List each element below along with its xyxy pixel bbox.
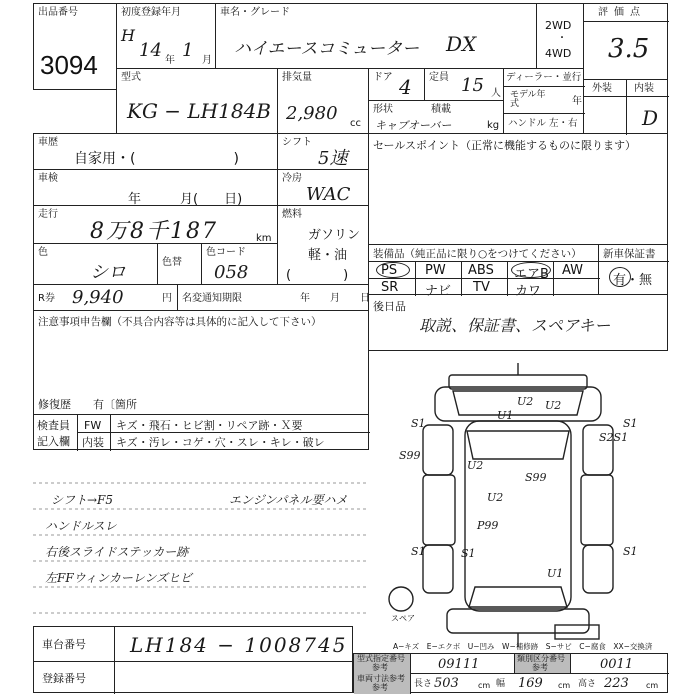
model-year-label: モデル年式: [510, 90, 546, 109]
aircon-box: [277, 169, 369, 206]
inspection-box: [33, 169, 278, 206]
color-code: 058: [214, 262, 249, 283]
mark-10: U2: [487, 491, 504, 504]
length-unit: cm: [478, 681, 491, 690]
inspection-label: 車検: [38, 173, 58, 184]
attachments-label: 後日品: [373, 300, 406, 313]
interior-grade: D: [642, 106, 659, 130]
displacement-box: [277, 68, 369, 134]
class-ref: 参考: [532, 663, 548, 672]
lot-number: 3094: [40, 50, 98, 80]
shift-value: 5速: [318, 148, 348, 169]
model-label: 型式: [121, 72, 141, 83]
height-value: 223: [604, 676, 629, 691]
dealer-label: ディーラー・並行: [506, 72, 582, 83]
name-change-box: [177, 284, 369, 311]
car-name-label: 車名・グレード: [220, 7, 290, 18]
mileage-label: 走行: [38, 209, 58, 220]
first-reg-year: 14: [139, 40, 162, 61]
notes-box: [33, 310, 369, 415]
mark-7: S99: [399, 449, 421, 462]
rating-value: 3.5: [608, 34, 650, 64]
sales-label: セールスポイント（正常に機能するものに限ります）: [373, 139, 637, 152]
int-label: 内装: [82, 436, 104, 449]
shape-value: キャブオーバー: [375, 119, 452, 132]
first-reg-box: [116, 3, 216, 69]
displacement-label: 排気量: [282, 72, 312, 83]
class-label: 類別区分番号: [517, 654, 565, 663]
chassis-box: [33, 626, 353, 662]
name-change-value: 年 月 日: [300, 293, 370, 304]
fw-label: FW: [84, 419, 102, 432]
shift-box: [277, 133, 369, 170]
interior-label: 内装: [634, 83, 654, 94]
fuel-gasoline: ガソリン: [308, 228, 361, 243]
equip-ps: PS: [381, 263, 398, 278]
car-grade: DX: [446, 32, 477, 56]
mark-1: U2: [517, 395, 534, 408]
color-label: 色: [38, 247, 48, 258]
class-no: 0011: [600, 657, 634, 672]
lot-box: [33, 3, 117, 90]
aircon-label: 冷房: [282, 173, 302, 184]
equip-sr: SR: [381, 280, 399, 295]
dims-box: [353, 653, 668, 693]
year-unit: 年: [165, 55, 175, 66]
chassis-number: LH184 − 1008745: [130, 633, 348, 657]
mileage-unit: km: [256, 233, 272, 244]
mark-2: U2: [545, 399, 562, 412]
drive-4wd: 4WD: [545, 47, 572, 60]
type-no-ref: 参考: [372, 663, 388, 672]
remarks-lines: [33, 449, 369, 625]
doors-box: [368, 68, 425, 101]
displacement-value: 2,980: [286, 103, 338, 124]
width-value: 169: [518, 676, 543, 691]
shape-label: 形状: [373, 104, 393, 115]
mark-14: S1: [461, 547, 476, 560]
doors-label: ドア: [373, 72, 393, 83]
rating-label: 評価点: [598, 7, 646, 18]
aircon-value: WAC: [306, 184, 351, 205]
color-code-box: [201, 243, 278, 285]
equip-ps-circle: [376, 262, 410, 278]
mark-13: S1: [623, 545, 638, 558]
equip-airbag-circle: [511, 262, 551, 278]
color-box: [33, 243, 158, 285]
length-value: 503: [434, 676, 459, 691]
equipment-label: 装備品（純正品に限り○をつけてください）: [373, 248, 582, 260]
height-unit: cm: [646, 681, 659, 690]
first-reg-month: 1: [182, 40, 194, 61]
equip-aw: AW: [562, 263, 584, 278]
doors-value: 4: [399, 75, 412, 99]
first-reg-era: H: [121, 26, 135, 45]
mileage-value: 8万8千187: [90, 219, 218, 244]
remark-1: シフト→F5: [51, 493, 114, 507]
equipment-box: [368, 244, 599, 299]
size-label: 車両寸法参考: [357, 674, 405, 683]
width-label: 幅: [496, 679, 506, 689]
warranty-value: 有・無: [613, 273, 653, 288]
mark-15: U1: [547, 567, 564, 580]
model-box: [116, 68, 278, 134]
warranty-circle: [609, 267, 631, 287]
length-label: 長さ: [414, 679, 433, 689]
car-name: ハイエースコミューター: [234, 39, 420, 59]
recycle-value: 9,940: [72, 287, 124, 308]
handle-label: ハンドル 左・右: [508, 118, 578, 129]
remarks-area: [33, 449, 369, 625]
height-label: 高さ: [578, 679, 597, 689]
color-change-label: 色替: [162, 257, 182, 268]
chassis-label: 車台番号: [42, 638, 86, 651]
width-unit: cm: [558, 681, 571, 690]
shape-box: [368, 100, 504, 134]
name-change-label: 名変通知期限: [182, 293, 242, 304]
drive-box: [536, 3, 584, 69]
inspector-box: [33, 414, 369, 450]
warranty-box: [598, 244, 668, 295]
mark-6: S2S1: [599, 431, 629, 444]
fw-text: キズ・飛石・ヒビ割・リペア跡・Ｘ要: [116, 419, 303, 432]
drive-dot: ・: [557, 33, 567, 44]
mark-5: S1: [623, 417, 638, 430]
history-box: [33, 133, 278, 170]
load-label: 積載: [431, 104, 451, 115]
int-text: キズ・汚レ・コゲ・穴・スレ・キレ・破レ: [116, 436, 325, 449]
shift-label: シフト: [282, 137, 312, 148]
capacity-unit: 人: [491, 88, 501, 99]
load-unit: kg: [487, 120, 500, 131]
size-ref: 参考: [372, 683, 388, 692]
equip-tv: TV: [473, 280, 490, 295]
recycle-unit: 円: [162, 293, 172, 304]
type-no: 09111: [438, 657, 480, 672]
mark-3: U1: [497, 409, 514, 422]
color-code-label: 色コード: [206, 247, 246, 258]
fuel-diesel: 軽・油: [308, 248, 348, 263]
first-reg-label: 初度登録年月: [121, 7, 181, 18]
registration-label: 登録番号: [42, 672, 86, 685]
damage-diagram: [369, 351, 667, 653]
mark-11: P99: [477, 519, 499, 532]
fuel-other: ( ): [286, 268, 349, 283]
fuel-box: [277, 205, 369, 285]
remark-5: エンジンパネル要ハメ: [229, 493, 348, 507]
history-label: 車歴: [38, 137, 58, 148]
exterior-label: 外装: [592, 83, 612, 94]
rating-box: [583, 3, 668, 80]
inspection-value: 年 月( 日): [128, 192, 243, 207]
type-no-label: 型式指定番号: [357, 654, 405, 663]
lot-label: 出品番号: [38, 7, 78, 18]
spare-label: スペア: [391, 614, 415, 623]
equip-pw: PW: [425, 263, 446, 278]
capacity-box: [424, 68, 504, 101]
drive-2wd: 2WD: [545, 19, 572, 32]
remark-4: 左FFウィンカーレンズヒビ: [45, 571, 193, 585]
remark-2: ハンドルスレ: [45, 519, 117, 533]
capacity-value: 15: [461, 75, 484, 96]
attachments-value: 取説、保証書、スペアキー: [419, 316, 611, 335]
ext-int-box: [583, 79, 668, 134]
fuel-label: 燃料: [282, 209, 302, 220]
mark-8: S99: [525, 471, 547, 484]
mark-9: U2: [467, 459, 484, 472]
color-change-box: [157, 243, 202, 285]
damage-legend: A−キズ E−エクボ U−凹み W−補修跡 S−サビ C−腐食 XX−交換済: [393, 642, 653, 651]
model-year-unit: 年: [572, 96, 582, 107]
model-value: KG − LH184B: [127, 99, 271, 123]
capacity-label: 定員: [429, 72, 449, 83]
repair-history: 修復歴 有〔箇所: [38, 398, 137, 411]
auction-sheet: [33, 3, 668, 693]
remark-3: 右後スライドステッカー跡: [45, 545, 189, 559]
registration-box: [33, 661, 353, 693]
warranty-label: 新車保証書: [603, 248, 656, 260]
attachments-box: [368, 294, 668, 351]
car-name-box: [215, 3, 537, 69]
recycle-box: [33, 284, 178, 311]
inspector-label-1: 検査員: [37, 419, 70, 432]
history-value: 自家用・( ): [74, 151, 239, 167]
equip-leather: カワ: [515, 284, 542, 299]
equip-airbag: エアB: [514, 267, 549, 282]
sales-box: [368, 133, 668, 245]
equip-abs: ABS: [468, 263, 494, 278]
color-value: シロ: [90, 262, 126, 283]
displacement-unit: cc: [350, 118, 361, 129]
equip-navi: ナビ: [425, 284, 452, 299]
mileage-box: [33, 205, 278, 244]
notes-label: 注意事項申告欄（不具合内容等は具体的に記入して下さい）: [38, 316, 322, 328]
mark-12: S1: [411, 545, 426, 558]
mark-4: S1: [411, 417, 426, 430]
month-unit: 月: [202, 55, 212, 66]
dealer-box: [503, 68, 584, 134]
recycle-label: R券: [38, 293, 55, 304]
inspector-label-2: 記入欄: [37, 435, 70, 448]
